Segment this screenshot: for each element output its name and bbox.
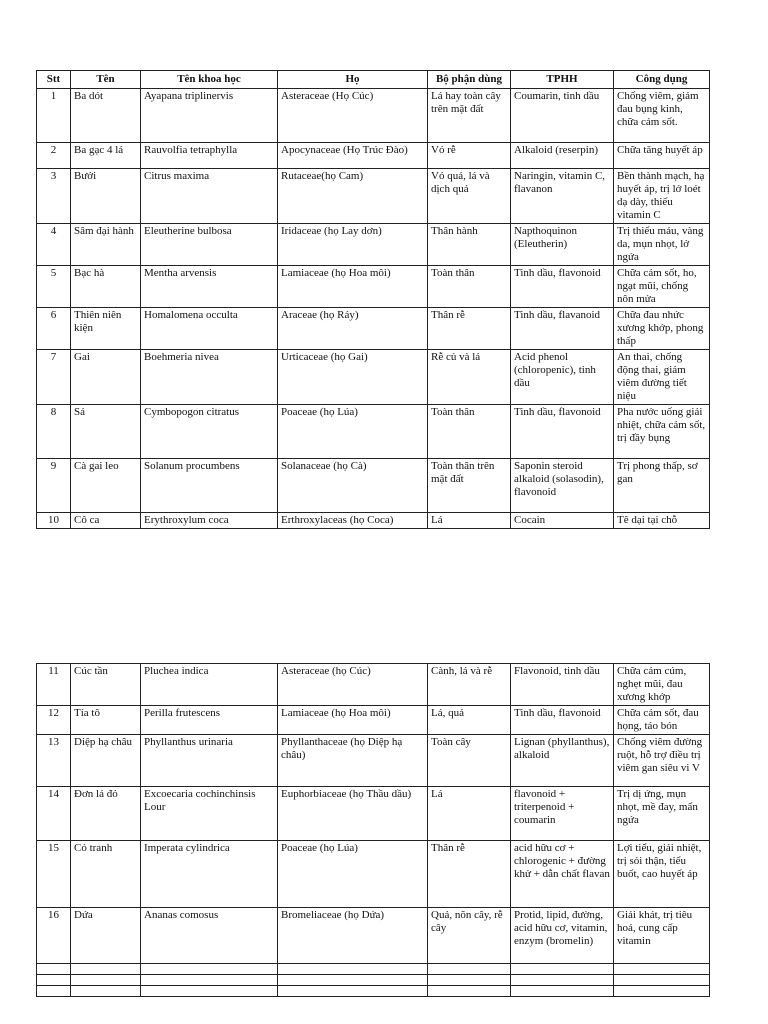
cell-stt: 4 xyxy=(37,224,71,266)
empty-cell xyxy=(141,986,278,997)
cell-stt: 5 xyxy=(37,266,71,308)
cell-bo-phan-dung: Lá xyxy=(428,513,511,529)
cell-ten-khoa-hoc: Pluchea indica xyxy=(141,664,278,706)
empty-row xyxy=(37,975,710,986)
cell-tphh: flavonoid + triterpenoid + coumarin xyxy=(511,787,614,841)
cell-cong-dung: Giải khát, trị tiêu hoá, cung cấp vitamin xyxy=(614,908,710,964)
cell-ten-khoa-hoc: Imperata cylindrica xyxy=(141,841,278,908)
cell-tphh: Acid phenol (chloropenic), tinh dầu xyxy=(511,350,614,405)
cell-cong-dung: Pha nước uống giải nhiệt, chữa cảm sốt, trị đầy bụng xyxy=(614,405,710,459)
empty-cell xyxy=(71,975,141,986)
cell-ten: Gai xyxy=(71,350,141,405)
plant-table-page2 xyxy=(36,663,710,997)
cell-ho: Bromeliaceae (họ Dứa) xyxy=(278,908,428,964)
cell-bo-phan-dung: Toàn thân xyxy=(428,405,511,459)
cell-bo-phan-dung: Cành, lá và rễ xyxy=(428,664,511,706)
table-row xyxy=(37,841,710,908)
cell-bo-phan-dung: Vỏ rễ xyxy=(428,143,511,169)
cell-cong-dung: Chữa tăng huyết áp xyxy=(614,143,710,169)
cell-bo-phan-dung: Toàn thân xyxy=(428,266,511,308)
cell-tphh: Coumarin, tinh dầu xyxy=(511,89,614,143)
cell-cong-dung: Chống viêm đường ruột, hỗ trợ điều trị viêm gan siêu vi V xyxy=(614,735,710,787)
cell-stt: 15 xyxy=(37,841,71,908)
cell-ho: Araceae (họ Ráy) xyxy=(278,308,428,350)
cell-stt: 8 xyxy=(37,405,71,459)
cell-cong-dung: Chữa cảm sốt, đau họng, táo bón xyxy=(614,706,710,735)
cell-ho: Apocynaceae (Họ Trúc Đào) xyxy=(278,143,428,169)
cell-cong-dung: Tê dại tại chỗ xyxy=(614,513,710,529)
cell-ten-khoa-hoc: Excoecaria cochinchinsis Lour xyxy=(141,787,278,841)
cell-cong-dung: Trị dị ứng, mụn nhọt, mề đay, mẩn ngứa xyxy=(614,787,710,841)
cell-ten-khoa-hoc: Cymbopogon citratus xyxy=(141,405,278,459)
cell-stt: 12 xyxy=(37,706,71,735)
cell-bo-phan-dung: Thân rễ xyxy=(428,841,511,908)
cell-bo-phan-dung: Rễ củ và lá xyxy=(428,350,511,405)
cell-ho: Rutaceae(họ Cam) xyxy=(278,169,428,224)
cell-cong-dung: Lợi tiểu, giải nhiệt, trị sỏi thận, tiểu buốt, cao huyết áp xyxy=(614,841,710,908)
cell-ten-khoa-hoc: Homalomena occulta xyxy=(141,308,278,350)
cell-stt: 6 xyxy=(37,308,71,350)
cell-bo-phan-dung: Vỏ quả, lá và dịch quả xyxy=(428,169,511,224)
cell-bo-phan-dung: Quả, nõn cây, rễ cây xyxy=(428,908,511,964)
cell-ten-khoa-hoc: Eleutherine bulbosa xyxy=(141,224,278,266)
table-row xyxy=(37,143,710,169)
cell-bo-phan-dung: Thân rễ xyxy=(428,308,511,350)
table-row xyxy=(37,513,710,529)
cell-ho: Erthroxylaceas (họ Coca) xyxy=(278,513,428,529)
table-row xyxy=(37,664,710,706)
cell-tphh: Tinh dầu, flavonoid xyxy=(511,405,614,459)
cell-tphh: acid hữu cơ + chlorogenic + đường khử + dẫn chất flavan xyxy=(511,841,614,908)
cell-tphh: Cocain xyxy=(511,513,614,529)
cell-ten: Dứa xyxy=(71,908,141,964)
cell-cong-dung: Chống viêm, giảm đau bụng kinh, chữa cảm sốt. xyxy=(614,89,710,143)
empty-cell xyxy=(428,964,511,975)
table-row xyxy=(37,266,710,308)
cell-ho: Asteraceae (họ Cúc) xyxy=(278,664,428,706)
cell-tphh: Saponin steroid alkaloid (solasodin), flavonoid xyxy=(511,459,614,513)
header-ten: Tên xyxy=(71,71,141,89)
cell-ten: Cỏ tranh xyxy=(71,841,141,908)
cell-cong-dung: Chữa cảm sốt, ho, ngạt mũi, chống nôn mửa xyxy=(614,266,710,308)
cell-ho: Urticaceae (họ Gai) xyxy=(278,350,428,405)
cell-bo-phan-dung: Lá hay toàn cây trên mặt đất xyxy=(428,89,511,143)
cell-ten: Tía tô xyxy=(71,706,141,735)
empty-cell xyxy=(428,975,511,986)
cell-stt: 2 xyxy=(37,143,71,169)
empty-cell xyxy=(278,975,428,986)
empty-row xyxy=(37,986,710,997)
cell-ho: Euphorbiaceae (họ Thầu dầu) xyxy=(278,787,428,841)
table-row xyxy=(37,308,710,350)
cell-ten-khoa-hoc: Citrus maxima xyxy=(141,169,278,224)
cell-ten: Bạc hà xyxy=(71,266,141,308)
empty-cell xyxy=(278,986,428,997)
header-stt: Stt xyxy=(37,71,71,89)
cell-ho: Poaceae (họ Lúa) xyxy=(278,405,428,459)
empty-cell xyxy=(278,964,428,975)
empty-cell xyxy=(511,964,614,975)
cell-ten: Thiên niên kiện xyxy=(71,308,141,350)
cell-bo-phan-dung: Toàn thân trên mặt đất xyxy=(428,459,511,513)
table-row xyxy=(37,405,710,459)
cell-ten: Diệp hạ châu xyxy=(71,735,141,787)
cell-stt: 3 xyxy=(37,169,71,224)
cell-ho: Solanaceae (họ Cà) xyxy=(278,459,428,513)
header-row xyxy=(37,71,710,89)
empty-cell xyxy=(37,964,71,975)
cell-ten: Sả xyxy=(71,405,141,459)
empty-cell xyxy=(71,964,141,975)
header-cong-dung: Công dụng xyxy=(614,71,710,89)
cell-ten: Cúc tần xyxy=(71,664,141,706)
cell-bo-phan-dung: Lá xyxy=(428,787,511,841)
cell-stt: 1 xyxy=(37,89,71,143)
cell-tphh: Napthoquinon (Eleutherin) xyxy=(511,224,614,266)
cell-ten-khoa-hoc: Rauvolfia tetraphylla xyxy=(141,143,278,169)
table-row xyxy=(37,787,710,841)
empty-row xyxy=(37,964,710,975)
empty-cell xyxy=(141,964,278,975)
cell-ten-khoa-hoc: Perilla frutescens xyxy=(141,706,278,735)
empty-cell xyxy=(614,964,710,975)
empty-cell xyxy=(511,975,614,986)
empty-cell xyxy=(614,975,710,986)
cell-cong-dung: Trị phong thấp, sơ gan xyxy=(614,459,710,513)
table-row xyxy=(37,224,710,266)
cell-stt: 16 xyxy=(37,908,71,964)
cell-ho: Phyllanthaceae (họ Diệp hạ châu) xyxy=(278,735,428,787)
header-tphh: TPHH xyxy=(511,71,614,89)
cell-ten: Sâm đại hành xyxy=(71,224,141,266)
cell-cong-dung: Trị thiếu máu, vàng da, mụn nhọt, lở ngứa xyxy=(614,224,710,266)
cell-stt: 9 xyxy=(37,459,71,513)
cell-ten: Bưởi xyxy=(71,169,141,224)
empty-cell xyxy=(37,975,71,986)
cell-ten-khoa-hoc: Mentha arvensis xyxy=(141,266,278,308)
cell-bo-phan-dung: Thân hành xyxy=(428,224,511,266)
cell-ten-khoa-hoc: Phyllanthus urinaria xyxy=(141,735,278,787)
cell-stt: 7 xyxy=(37,350,71,405)
table-row xyxy=(37,459,710,513)
cell-ten-khoa-hoc: Solanum procumbens xyxy=(141,459,278,513)
table-row xyxy=(37,89,710,143)
cell-ten-khoa-hoc: Boehmeria nivea xyxy=(141,350,278,405)
cell-bo-phan-dung: Toàn cây xyxy=(428,735,511,787)
cell-tphh: Lignan (phyllanthus), alkaloid xyxy=(511,735,614,787)
cell-cong-dung: An thai, chống động thai, giảm viêm đường tiết niệu xyxy=(614,350,710,405)
table-row xyxy=(37,350,710,405)
plant-table-page1 xyxy=(36,70,710,529)
table-row xyxy=(37,735,710,787)
header-ten-khoa-hoc: Tên khoa học xyxy=(141,71,278,89)
cell-ten: Ba dót xyxy=(71,89,141,143)
cell-stt: 11 xyxy=(37,664,71,706)
cell-ten-khoa-hoc: Ayapana triplinervis xyxy=(141,89,278,143)
empty-cell xyxy=(37,986,71,997)
cell-ho: Poaceae (họ Lúa) xyxy=(278,841,428,908)
table-row xyxy=(37,169,710,224)
table-row xyxy=(37,706,710,735)
cell-ho: Asteraceae (Họ Cúc) xyxy=(278,89,428,143)
empty-cell xyxy=(614,986,710,997)
cell-stt: 13 xyxy=(37,735,71,787)
cell-ho: Iridaceae (họ Lay dơn) xyxy=(278,224,428,266)
cell-tphh: Tinh dầu, flavonoid xyxy=(511,706,614,735)
cell-tphh: Naringin, vitamin C, flavanon xyxy=(511,169,614,224)
cell-ho: Lamiaceae (họ Hoa môi) xyxy=(278,706,428,735)
header-bo-phan-dung: Bộ phận dùng xyxy=(428,71,511,89)
empty-cell xyxy=(71,986,141,997)
cell-bo-phan-dung: Lá, quả xyxy=(428,706,511,735)
cell-tphh: Tinh dầu, flavonoid xyxy=(511,266,614,308)
cell-tphh: Tinh dầu, flavanoid xyxy=(511,308,614,350)
cell-ten-khoa-hoc: Erythroxylum coca xyxy=(141,513,278,529)
header-ho: Họ xyxy=(278,71,428,89)
cell-ten: Cà gai leo xyxy=(71,459,141,513)
cell-ho: Lamiaceae (họ Hoa môi) xyxy=(278,266,428,308)
cell-cong-dung: Bền thành mạch, hạ huyết áp, trị lở loét dạ dày, thiếu vitamin C xyxy=(614,169,710,224)
empty-cell xyxy=(141,975,278,986)
cell-stt: 14 xyxy=(37,787,71,841)
empty-cell xyxy=(511,986,614,997)
cell-ten-khoa-hoc: Ananas comosus xyxy=(141,908,278,964)
cell-tphh: Alkaloid (reserpin) xyxy=(511,143,614,169)
cell-ten: Đơn lá đỏ xyxy=(71,787,141,841)
cell-cong-dung: Chữa đau nhức xương khớp, phong thấp xyxy=(614,308,710,350)
empty-cell xyxy=(428,986,511,997)
cell-tphh: Flavonoid, tinh dầu xyxy=(511,664,614,706)
cell-stt: 10 xyxy=(37,513,71,529)
cell-tphh: Protid, lipid, đường, acid hữu cơ, vitamin, enzym (bromelin) xyxy=(511,908,614,964)
cell-ten: Cô ca xyxy=(71,513,141,529)
table-row xyxy=(37,908,710,964)
cell-cong-dung: Chữa cảm cúm, nghẹt mũi, đau xương khớp xyxy=(614,664,710,706)
cell-ten: Ba gạc 4 lá xyxy=(71,143,141,169)
